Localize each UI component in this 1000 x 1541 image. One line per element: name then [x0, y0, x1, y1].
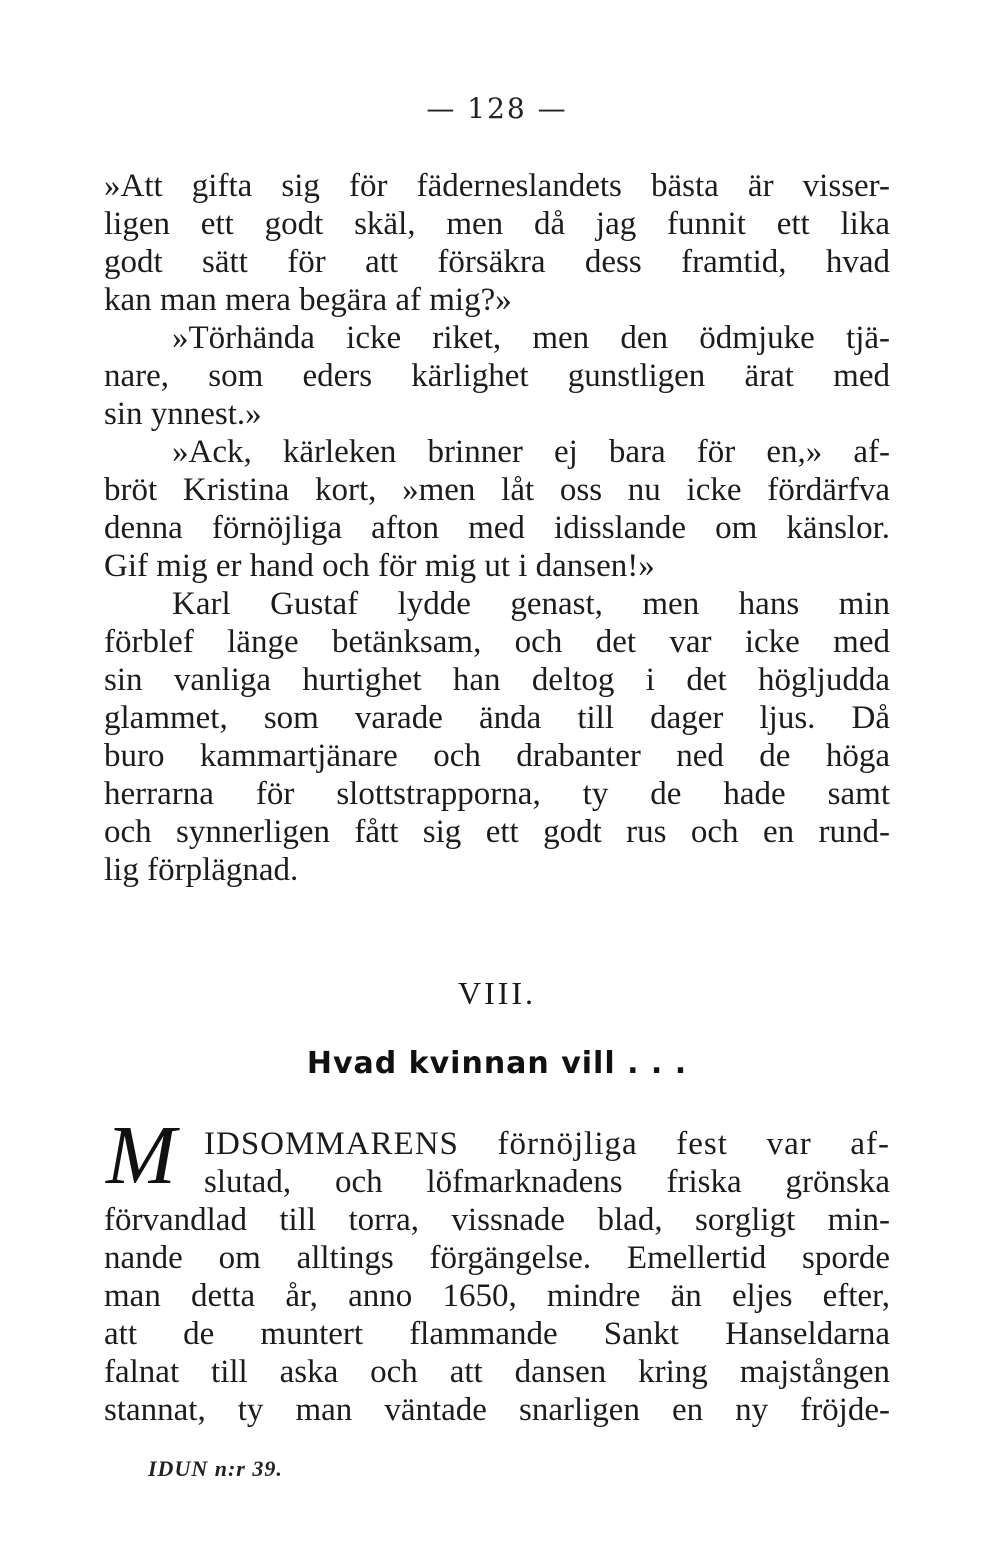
chapter-title: Hvad kvinnan vill . . . [306, 1046, 688, 1081]
text-line: slutad, och löfmarknadens friska grönska [204, 1164, 890, 1200]
book-page [104, 0, 890, 1541]
text-line: sin vanliga hurtighet han deltog i det högljudda [104, 662, 890, 698]
chapter-numeral: VIII. [457, 975, 537, 1011]
text-line: stannat, ty man väntade snarligen en ny fröjde- [104, 1392, 890, 1428]
text-line: och synnerligen fått sig ett godt rus och en rund- [104, 814, 890, 850]
text-line: godt sätt för att försäkra dess framtid, hvad [104, 244, 890, 280]
text-line: »Törhända icke riket, men den ödmjuke tjä- [172, 320, 890, 356]
drop-cap: M [106, 1109, 176, 1202]
text-line: sin ynnest.» [104, 396, 262, 432]
text-line: förblef länge betänksam, och det var icke med [104, 624, 890, 660]
text-line: falnat till aska och att dansen kring majstången [104, 1354, 890, 1390]
text-line: ligen ett godt skäl, men då jag funnit ett lika [104, 206, 890, 242]
text-line: IDSOMMARENS förnöjliga fest var af- [204, 1126, 890, 1162]
text-line: herrarna för slottstrapporna, ty de hade samt [104, 776, 890, 812]
text-line: kan man mera begära af mig?» [104, 282, 512, 318]
text-line: förvandlad till torra, vissnade blad, sorgligt min- [104, 1202, 890, 1238]
signature-footer: IDUN n:r 39. [148, 1456, 283, 1481]
text-line: nare, som eders kärlighet gunstligen ärat med [104, 358, 890, 394]
text-line: Karl Gustaf lydde genast, men hans min [172, 586, 890, 622]
text-line: att de muntert flammande Sankt Hanseldarna [104, 1316, 890, 1352]
text-line: lig förplägnad. [104, 852, 299, 888]
text-line: buro kammartjänare och drabanter ned de höga [104, 738, 890, 774]
text-line: »Ack, kärleken brinner ej bara för en,» af- [172, 434, 890, 470]
text-line: »Att gifta sig för fäderneslandets bästa är visser- [104, 168, 890, 204]
text-line: Gif mig er hand och för mig ut i dansen!» [104, 548, 655, 584]
page-number: — 128 — [426, 92, 568, 125]
text-line: man detta år, anno 1650, mindre än eljes efter, [104, 1278, 890, 1314]
text-line: nande om alltings förgängelse. Emellertid sporde [104, 1240, 890, 1276]
text-line: glammet, som varade ända till dager ljus. Då [104, 700, 890, 736]
text-line: bröt Kristina kort, »men låt oss nu icke fördärfva [104, 472, 890, 508]
text-line: denna förnöjliga afton med idisslande om känslor. [104, 510, 890, 546]
